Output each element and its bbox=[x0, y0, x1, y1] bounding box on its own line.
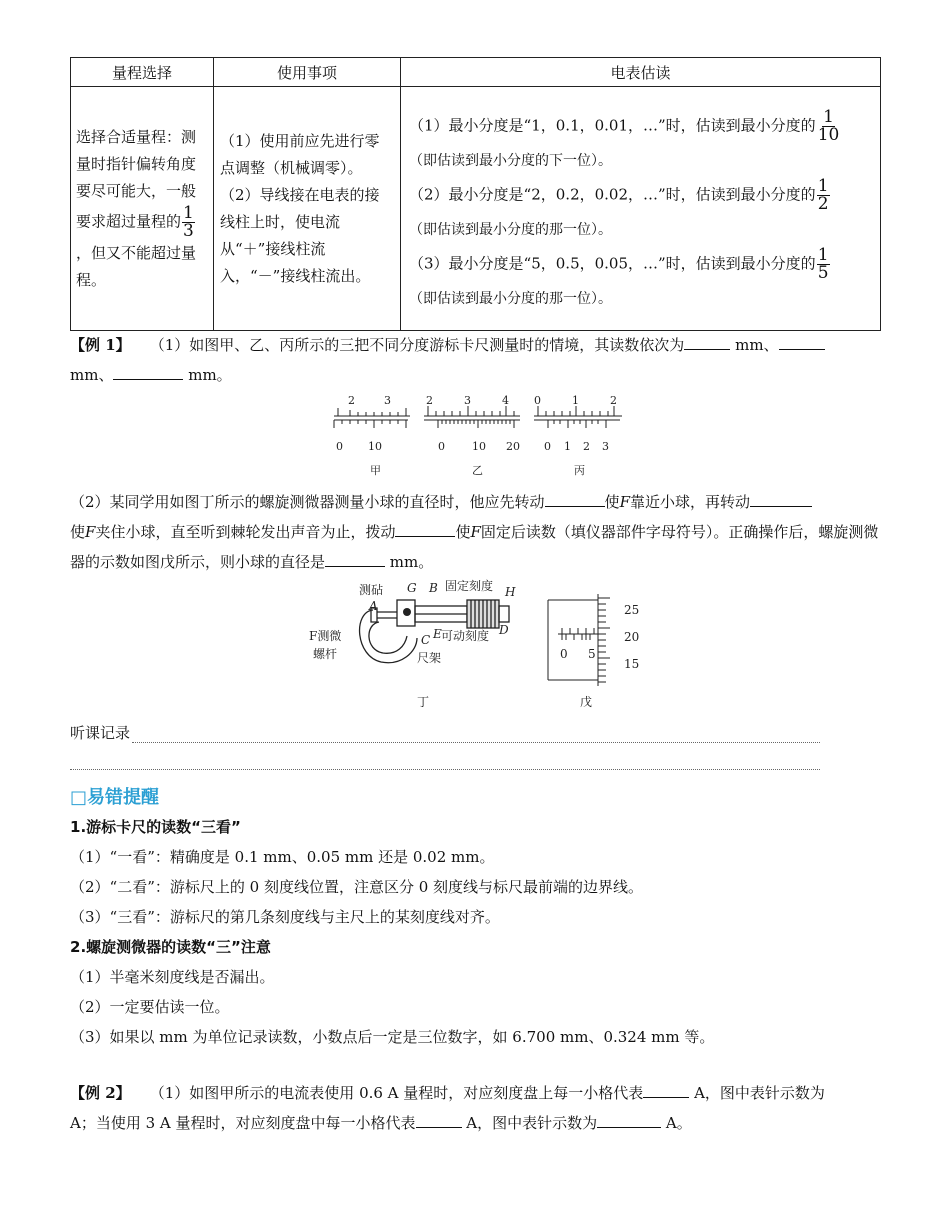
micrometer-figure bbox=[305, 578, 525, 713]
estimate-note-3: （即估读到最小分度的那一位）。 bbox=[409, 291, 612, 307]
usage-item-2: （2）导线接在电表的接线柱上时，使电流从“＋”接线柱流入，“－”接线柱流出。 bbox=[220, 185, 380, 285]
caption-jia: 甲 bbox=[370, 464, 381, 477]
table-cell-estimate bbox=[401, 87, 881, 331]
fraction-one-third: $\frac{1}{3}$ bbox=[183, 202, 194, 241]
tips-heading-1: 1.游标卡尺的读数“三看” bbox=[70, 818, 241, 836]
label-E: E bbox=[433, 627, 442, 641]
label-A: A bbox=[369, 599, 378, 613]
thimble-20: 20 bbox=[624, 630, 640, 644]
yi-vernier-20: 20 bbox=[506, 440, 520, 453]
label-D: D bbox=[499, 623, 509, 637]
notes-line-2[interactable] bbox=[70, 769, 820, 770]
label-H: H bbox=[505, 585, 516, 599]
table-header-estimate: 电表估读 bbox=[401, 58, 881, 87]
thimble-15: 15 bbox=[624, 657, 640, 671]
lecture-notes-label: 听课记录 bbox=[70, 724, 131, 742]
tips-heading-2: 2.螺旋测微器的读数“三”注意 bbox=[70, 938, 271, 956]
tips-item-1-2: （2）“二看”：游标尺上的 0 刻度线位置，注意区分 0 刻度线与标尺最前端的边界线。 bbox=[70, 878, 644, 896]
micrometer-reading-figure bbox=[540, 590, 680, 715]
table-header-range: 量程选择 bbox=[71, 58, 214, 87]
sleeve-5: 5 bbox=[588, 647, 596, 661]
tips-item-2-2: （2）一定要估读一位。 bbox=[70, 998, 230, 1016]
range-text-b: ，但又不能超过量程。 bbox=[76, 243, 197, 289]
label-F-spindle: F测微 bbox=[309, 629, 342, 643]
tips-title: □易错提醒 bbox=[70, 787, 160, 808]
tips-item-2-3: （3）如果以 mm 为单位记录读数，小数点后一定是三位数字，如 6.700 mm、0.324 mm 等。 bbox=[70, 1028, 715, 1046]
estimate-note-2: （即估读到最小分度的那一位）。 bbox=[409, 222, 612, 238]
bing-vernier-0: 0 bbox=[544, 440, 551, 453]
sleeve-0: 0 bbox=[560, 647, 568, 661]
caliper-bing bbox=[534, 406, 622, 428]
notes-line-1[interactable] bbox=[132, 728, 820, 743]
jia-vernier-0: 0 bbox=[336, 440, 343, 453]
bing-main-2: 2 bbox=[610, 394, 617, 407]
vernier-caliper-figure bbox=[330, 392, 630, 484]
caption-ding: 丁 bbox=[417, 695, 430, 709]
yi-vernier-0: 0 bbox=[438, 440, 445, 453]
estimate-rule-3: （3）最小分度是“5，0.5，0.05，…”时，估读到最小分度的 $\frac{1}{5}$ bbox=[409, 245, 829, 283]
tips-section bbox=[70, 812, 880, 1052]
label-G: G bbox=[407, 581, 417, 595]
range-text-a: 选择合适量程：测量时指针偏转角度要尽可能大，一般要求超过量程的 bbox=[76, 127, 197, 230]
estimate-rule-1: （1）最小分度是“1，0.1，0.01，…”时，估读到最小分度的 $\frac{1}{10}$ bbox=[409, 107, 840, 145]
label-anvil: 测砧 bbox=[359, 583, 384, 597]
example1-question1: 【例 1】 （1）如图甲、乙、丙所示的三把不同分度游标卡尺测量时的情境，其读数依次为 mm、 mm、 mm。 bbox=[70, 330, 880, 390]
label-fixed-scale: 固定刻度 bbox=[445, 579, 494, 593]
label-frame: 尺架 bbox=[417, 651, 442, 665]
caliper-yi bbox=[424, 406, 520, 428]
yi-main-2: 2 bbox=[426, 394, 433, 407]
bing-vernier-3: 3 bbox=[602, 440, 609, 453]
label-screw: 螺杆 bbox=[313, 647, 338, 661]
yi-vernier-10: 10 bbox=[472, 440, 486, 453]
bing-main-1: 1 bbox=[572, 394, 579, 407]
bing-vernier-2: 2 bbox=[583, 440, 590, 453]
caption-bing: 丙 bbox=[574, 464, 585, 477]
example2-question: 【例 2】 （1）如图甲所示的电流表使用 0.6 A 量程时，对应刻度盘上每一小格代表 A，图中表针示数为 A；当使用 3 A 量程时，对应刻度盘中每一小格代表 A，图中表针示数为 A。 bbox=[70, 1084, 825, 1132]
meter-usage-table bbox=[70, 57, 881, 331]
jia-vernier-10: 10 bbox=[368, 440, 382, 453]
yi-main-4: 4 bbox=[502, 394, 509, 407]
label-movable-scale: 可动刻度 bbox=[441, 629, 490, 643]
usage-item-1: （1）使用前应先进行零点调整（机械调零）。 bbox=[220, 131, 380, 177]
jia-main-2: 2 bbox=[348, 394, 355, 407]
bing-main-0: 0 bbox=[534, 394, 541, 407]
label-B: B bbox=[429, 581, 438, 595]
thimble-25: 25 bbox=[624, 603, 640, 617]
yi-main-3: 3 bbox=[464, 394, 471, 407]
label-C: C bbox=[421, 633, 431, 647]
tips-item-1-3: （3）“三看”：游标尺的第几条刻度线与主尺上的某刻度线对齐。 bbox=[70, 908, 500, 926]
caption-yi: 乙 bbox=[472, 464, 483, 477]
lecture-notes bbox=[70, 722, 820, 770]
jia-main-3: 3 bbox=[384, 394, 391, 407]
caption-wu: 戊 bbox=[580, 695, 593, 709]
estimate-rule-2: （2）最小分度是“2，0.2，0.02，…”时，估读到最小分度的 $\frac{1}{2}$ bbox=[409, 176, 829, 214]
estimate-note-1: （即估读到最小分度的下一位）。 bbox=[409, 153, 612, 169]
tips-item-2-1: （1）半毫米刻度线是否漏出。 bbox=[70, 968, 275, 986]
table-header-usage: 使用事项 bbox=[214, 58, 401, 87]
example1-question2: （2）某同学用如图丁所示的螺旋测微器测量小球的直径时，他应先转动 使F靠近小球，再转动 使F夹住小球，直至听到棘轮发出声音为止，拨动 使F固定后读数（填仪器部件字母符号）。正确操作后，螺旋测微器的示数如图戊所示，则小球的直径是 mm。 bbox=[70, 493, 879, 571]
table-cell-range bbox=[71, 87, 214, 331]
table-cell-usage bbox=[214, 87, 401, 331]
caliper-jia bbox=[334, 408, 410, 428]
tips-item-1-1: （1）“一看”：精确度是 0.1 mm、0.05 mm 还是 0.02 mm。 bbox=[70, 848, 495, 866]
bing-vernier-1: 1 bbox=[564, 440, 571, 453]
